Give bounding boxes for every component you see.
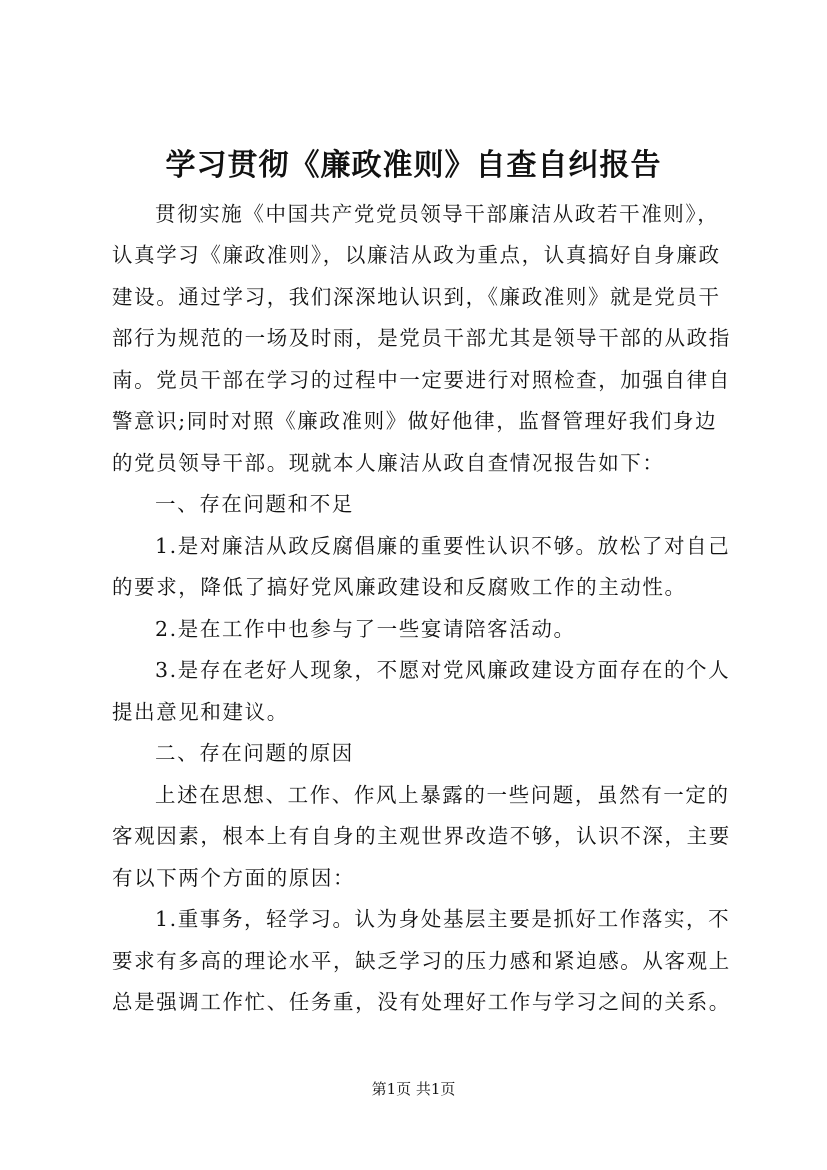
paragraph-line: 认真学习《廉政准则》，以廉洁从政为重点，认真搞好自身廉政 <box>112 243 721 267</box>
paragraph-line: 的要求，降低了搞好党风廉政建设和反腐败工作的主动性。 <box>112 575 687 599</box>
paragraph-line: 总是强调工作忙、任务重，没有处理好工作与学习之间的关系。 <box>112 990 731 1014</box>
paragraph-line: 客观因素，根本上有自身的主观世界改造不够，认识不深，主要 <box>112 824 731 848</box>
paragraph-line: 建设。通过学习，我们深深地认识到，《廉政准则》就是党员干 <box>112 285 721 309</box>
paragraph-line: 上述在思想、工作、作风上暴露的一些问题，虽然有一定的 <box>155 783 730 807</box>
paragraph-line: 部行为规范的一场及时雨，是党员干部尤其是领导干部的从政指 <box>112 326 731 350</box>
paragraph-line: 1.是对廉洁从政反腐倡廉的重要性认识不够。放松了对自己 <box>155 534 731 558</box>
section-heading: 二、存在问题的原因 <box>155 741 354 765</box>
paragraph-line: 1.重事务，轻学习。认为身处基层主要是抓好工作落实，不 <box>155 907 731 931</box>
paragraph-line: 2.是在工作中也参与了一些宴请陪客活动。 <box>155 617 576 641</box>
paragraph-line: 提出意见和建议。 <box>112 700 289 724</box>
paragraph-line: 要求有多高的理论水平，缺乏学习的压力感和紧迫感。从客观上 <box>112 949 731 973</box>
paragraph-line: 警意识;同时对照《廉政准则》做好他律，监督管理好我们身边 <box>112 409 718 433</box>
paragraph-line: 3.是存在老好人现象，不愿对党风廉政建设方面存在的个人 <box>155 658 731 682</box>
paragraph-line: 贯彻实施《中国共产党党员领导干部廉洁从政若干准则》， <box>155 202 720 226</box>
section-heading: 一、存在问题和不足 <box>155 492 354 516</box>
page-footer: 第1页 共1页 <box>371 1080 456 1098</box>
paragraph-line: 的党员领导干部。现就本人廉洁从政自查情况报告如下： <box>112 451 665 475</box>
document-title: 学习贯彻《廉政准则》自查自纠报告 <box>165 148 662 183</box>
paragraph-line: 南。党员干部在学习的过程中一定要进行对照检查，加强自律自 <box>112 368 731 392</box>
paragraph-line: 有以下两个方面的原因： <box>112 866 356 890</box>
